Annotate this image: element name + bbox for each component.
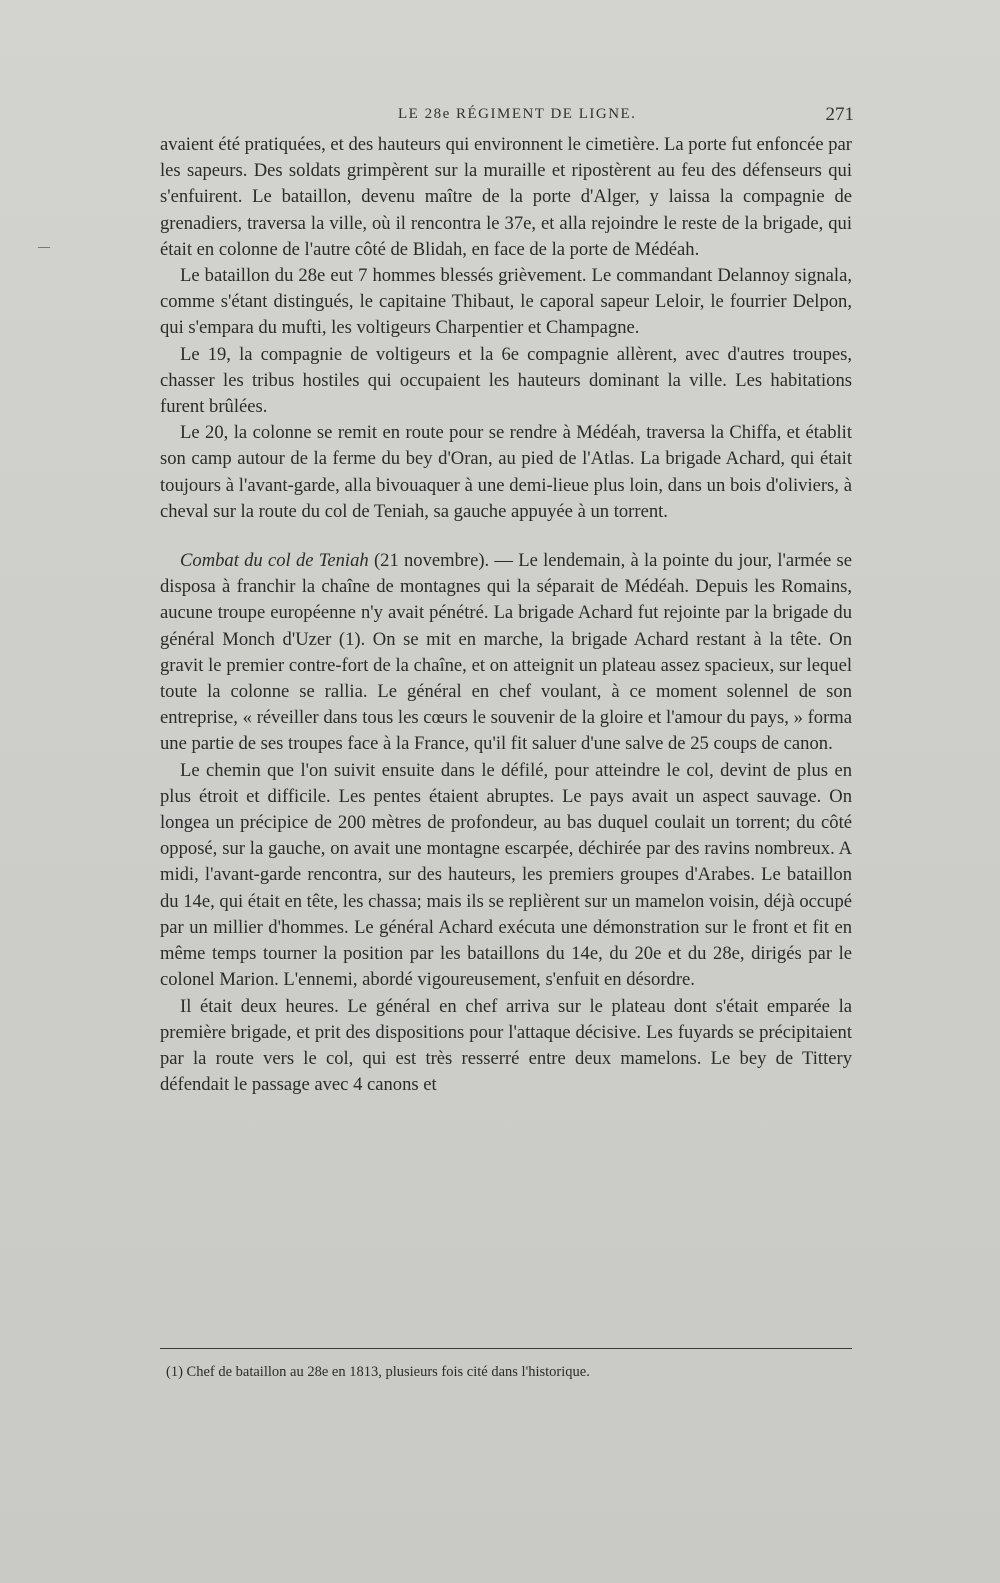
body-text <box>160 132 852 1098</box>
paragraph-7: Il était deux heures. Le général en chef arriva sur le plateau dont s'était emparée la première brigade, et prit des dispositions pour l'attaque décisive. Les fuyards se précipitaient par la route vers le col, qui est très resserré entre deux mamelons. Le bey de Tittery défendait le passage avec 4 canons et <box>160 995 852 1096</box>
footnote-rule <box>160 1348 852 1349</box>
paragraph-1: avaient été pratiquées, et des hauteurs qui environnent le cimetière. La porte fut enfoncée par les sapeurs. Des soldats grimpèrent sur la muraille et ripostèrent au feu des défenseurs qui s'enfuirent. Le bataillon, devenu maître de la porte d'Alger, y laissa la compagnie de grenadiers, traversa la ville, où il rencontra le 37e, et alla rejoindre le reste de la brigade, qui était en colonne de l'autre côté de Blidah, en face de la porte de Médéah. <box>160 134 852 260</box>
paragraph-5 <box>160 548 852 758</box>
paragraph-5-text: Le lendemain, à la pointe du jour, l'armée se disposa à franchir la chaîne de montagnes qui la séparait de Médéah. Depuis les Romains, aucune troupe européenne n'y avait pénétré. La brigade Achard fut rejointe par la brigade du général Monch d'Uzer (1). On se mit en marche, la brigade Achard restant à la tête. On gravit le premier contre-fort de la chaîne, et on atteignit un plateau assez spacieux, sur lequel toute la colonne se rallia. Le général en chef voulant, à ce moment solennel de son entreprise, « réveiller dans tous les cœurs le souvenir de la gloire et l'amour du pays, » forma une partie de ses troupes face à la France, qu'il fit saluer d'une salve de 25 coups de canon. <box>160 550 852 755</box>
section-date: (21 novembre). — <box>373 550 519 572</box>
page-number: 271 <box>825 104 854 125</box>
running-head <box>160 104 860 130</box>
running-title: LE 28e RÉGIMENT DE LIGNE. <box>398 106 637 122</box>
margin-mark <box>38 247 50 248</box>
section-heading: Combat du col de Teniah <box>180 550 369 572</box>
paragraph-2: Le bataillon du 28e eut 7 hommes blessés grièvement. Le commandant Delannoy signala, comme s'étant distingués, le capitaine Thibaut, le caporal sapeur Leloir, le fourrier Delpon, qui s'empara du mufti, les voltigeurs Charpentier et Champagne. <box>160 265 852 339</box>
paragraph-3: Le 19, la compagnie de voltigeurs et la 6e compagnie allèrent, avec d'autres troupes, chasser les tribus hostiles qui occupaient les hauteurs dominant la ville. Les habitations furent brûlées. <box>160 343 852 418</box>
paragraph-4: Le 20, la colonne se remit en route pour se rendre à Médéah, traversa la Chiffa, et établit son camp autour de la ferme du bey d'Oran, au pied de l'Atlas. La brigade Achard, qui était toujours à l'avant-garde, alla bivouaquer à une demi-lieue plus loin, dans un bois d'oliviers, à cheval sur la route du col de Teniah, sa gauche appuyée à un torrent. <box>160 422 852 522</box>
paragraph-6: Le chemin que l'on suivit ensuite dans le défilé, pour atteindre le col, devint de plus en plus étroit et difficile. Les pentes étaient abruptes. Le pays avait un aspect sauvage. On longea un précipice de 200 mètres de profondeur, au bas duquel coulait un torrent; du côté opposé, sur la gauche, on avait une montagne escarpée, déchirée par des ravins nombreux. A midi, l'avant-garde rencontra, sur des hauteurs, les premiers groupes d'Arabes. Le bataillon du 14e, qui était en tête, les chassa; mais ils se replièrent sur un mamelon voisin, déjà occupé par un millier d'hommes. Le général Achard exécuta une démonstration sur le front et fit en même temps tourner la position par les bataillons du 14e, du 20e et du 28e, dirigés par le colonel Marion. L'ennemi, abordé vigoureusement, s'enfuit en désordre. <box>160 759 852 991</box>
footnote: (1) Chef de bataillon au 28e en 1813, plusieurs fois cité dans l'historique. <box>166 1364 590 1380</box>
